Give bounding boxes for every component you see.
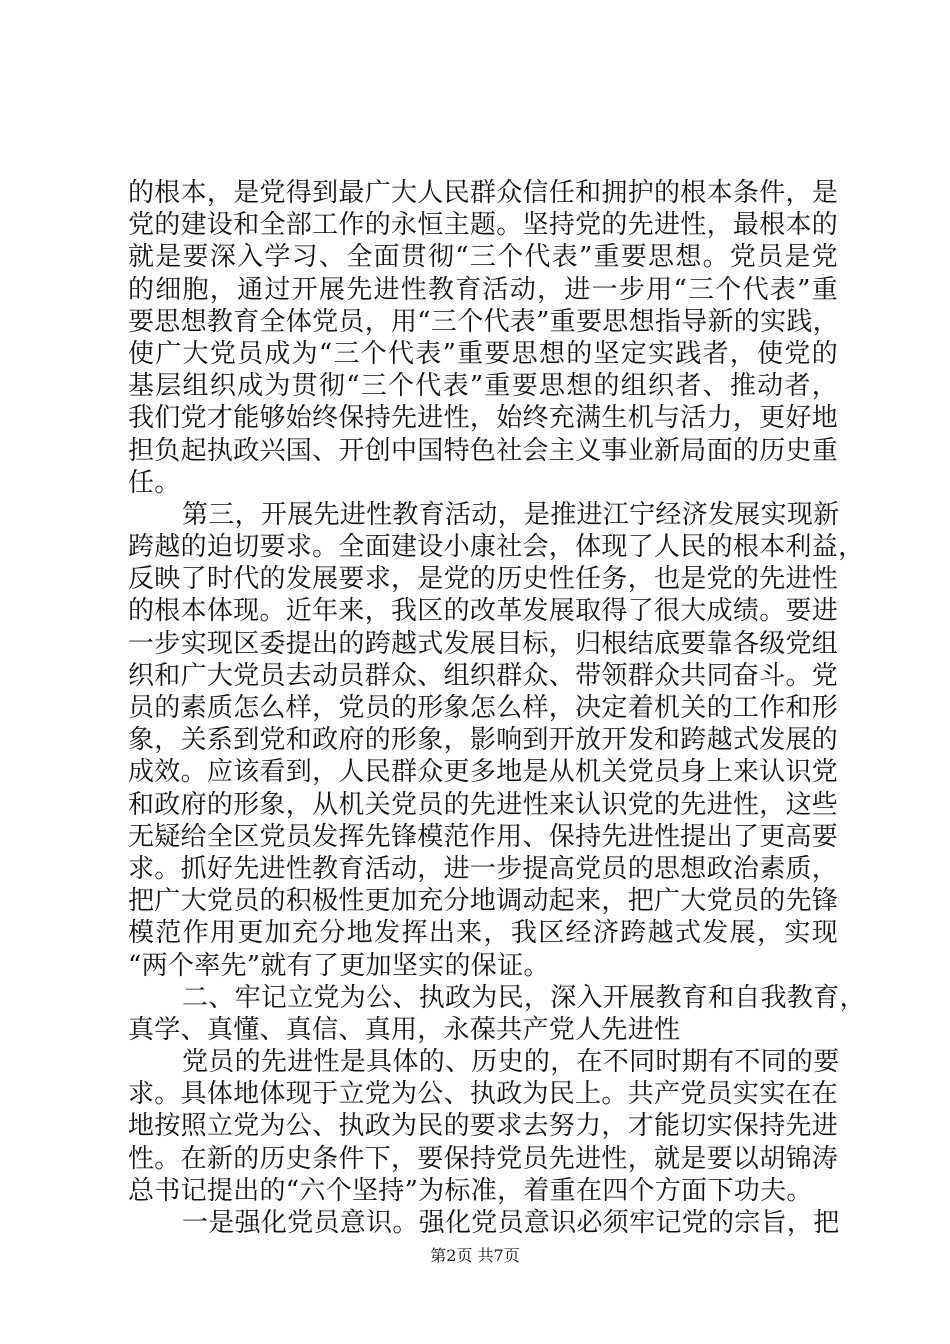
paragraph-first-line: 一是强化党员意识。强化党员意识必须牢记党的宗旨，把 — [182, 1208, 840, 1238]
text-line: 跨越的迫切要求。全面建设小康社会，体现了人民的根本利益， — [128, 532, 865, 563]
text-line: 的根本，是党得到最广大人民群众信任和拥护的根本条件，是 — [128, 178, 839, 208]
document-body — [128, 177, 866, 1239]
text-line: 反映了时代的发展要求，是党的历史性任务，也是党的先进性 — [128, 564, 839, 595]
text-line: 模范作用更加充分地发挥出来，我区经济跨越式发展，实现 — [128, 918, 838, 949]
text-line: 求。抓好先进性教育活动，进一步提高党员的思想政治素质， — [128, 853, 839, 884]
text-line: 我们党才能够始终保持先进性，始终充满生机与活力，更好地 — [128, 403, 839, 434]
text-line: 的细胞，通过开展先进性教育活动，进一步用“三个代表”重 — [128, 274, 838, 305]
text-line: 员的素质怎么样，党员的形象怎么样，决定着机关的工作和形 — [128, 693, 839, 723]
text-line: 任。 — [128, 467, 181, 498]
page-number: 第2页 共7页 — [430, 1246, 520, 1265]
text-line: 无疑给全区党员发挥先锋模范作用、保持先进性提出了更高要 — [128, 821, 839, 852]
text-line: 和政府的形象，从机关党员的先进性来认识党的先进性，这些 — [128, 789, 839, 820]
text-line: 象，关系到党和政府的形象，影响到开放开发和跨越式发展的 — [128, 725, 839, 756]
text-line: 党的建设和全部工作的永恒主题。坚持党的先进性，最根本的 — [128, 210, 839, 241]
text-line: “两个率先”就有了更加坚实的保证。 — [128, 950, 550, 981]
text-line: 一步实现区委提出的跨越式发展目标，归根结底要靠各级党组 — [128, 628, 839, 659]
text-line: 把广大党员的积极性更加充分地调动起来，把广大党员的先锋 — [128, 886, 839, 917]
text-line: 总书记提出的“六个坚持”为标准，着重在四个方面下功夫。 — [128, 1175, 813, 1206]
text-line: 求。具体地体现于立党为公、执政为民上。共产党员实实在在 — [128, 1079, 839, 1110]
text-line: 基层组织成为贯彻“三个代表”重要思想的组织者、推动者， — [128, 371, 838, 402]
text-line: 要思想教育全体党员，用“三个代表”重要思想指导新的实践， — [128, 306, 839, 337]
text-line: 地按照立党为公、执政为民的要求去努力，才能切实保持先进 — [128, 1111, 839, 1142]
text-line: 成效。应该看到，人民群众更多地是从机关党员身上来认识党 — [128, 757, 839, 788]
paragraph-first-line: 党员的先进性是具体的、历史的，在不同时期有不同的要 — [182, 1047, 840, 1078]
text-line: 织和广大党员去动员群众、组织群众、带领群众共同奋斗。党 — [128, 660, 839, 691]
text-line: 担负起执政兴国、开创中国特色社会主义事业新局面的历史重 — [128, 435, 839, 466]
text-line: 使广大党员成为“三个代表”重要思想的坚定实践者，使党的 — [128, 338, 838, 369]
page-footer — [0, 1243, 950, 1266]
section-heading: 二、牢记立党为公、执政为民，深入开展教育和自我教育， — [182, 982, 866, 1013]
text-line: 性。在新的历史条件下，要保持党员先进性，就是要以胡锦涛 — [128, 1143, 839, 1174]
text-line: 的根本体现。近年来，我区的改革发展取得了很大成绩。要进 — [128, 596, 839, 627]
section-heading-continued: 真学、真懂、真信、真用，永葆共产党人先进性 — [128, 1014, 681, 1045]
paragraph-first-line: 第三，开展先进性教育活动，是推进江宁经济发展实现新 — [182, 499, 840, 530]
text-line: 就是要深入学习、全面贯彻“三个代表”重要思想。党员是党 — [128, 242, 838, 273]
